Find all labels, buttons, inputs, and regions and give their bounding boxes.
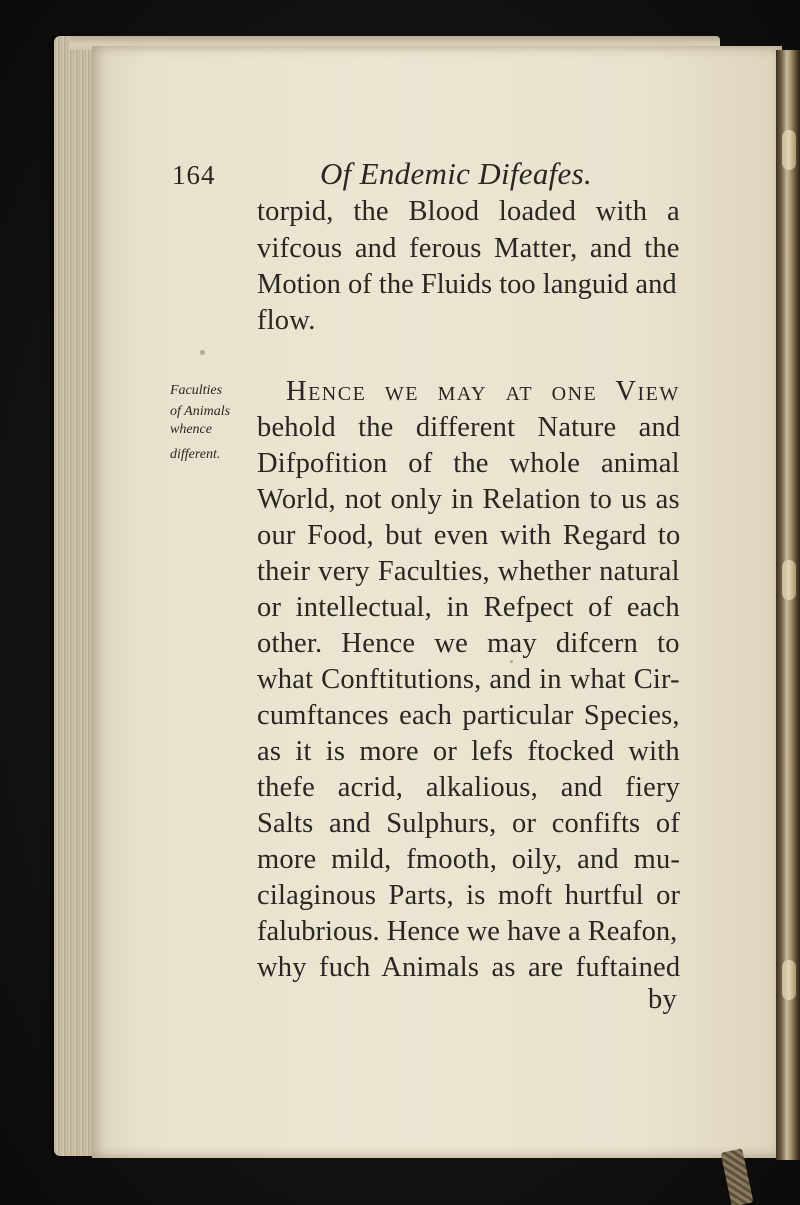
body-line-3: Motion of the Fluids too languid and <box>257 269 677 300</box>
binding-cord <box>782 960 796 1000</box>
body-line-11: or intellectual, in Refpect of each <box>257 592 680 623</box>
sidenote-line: whence <box>170 422 212 437</box>
sidenote-line: different. <box>170 447 221 462</box>
body-line-8: World, not only in Relation to us as <box>257 484 680 515</box>
catchword: by <box>648 984 677 1015</box>
body-line-2: vifcous and ferous Matter, and the <box>257 233 680 264</box>
body-line-13: what Conftitutions, and in what Cir- <box>257 664 680 695</box>
body-line-6: behold the different Nature and <box>257 412 681 443</box>
body-line-17: Salts and Sulphurs, or confifts of <box>257 808 681 839</box>
body-line-19: cilaginous Parts, is moft hurtful or <box>257 880 681 911</box>
body-line-10: their very Faculties, whether natural <box>257 556 680 587</box>
body-line-4: flow. <box>257 305 316 336</box>
body-line-1: torpid, the Blood loaded with a <box>257 196 680 227</box>
body-line-20: falubrious. Hence we have a Reafon, <box>257 916 678 947</box>
body-line-14: cumftances each particular Species, <box>257 700 680 731</box>
paper-speck <box>510 660 513 663</box>
body-line-9: our Food, but even with Regard to <box>257 520 681 551</box>
sidenote-line: Faculties <box>170 383 223 398</box>
binding-cord <box>782 130 796 170</box>
body-line-18: more mild, fmooth, oily, and mu- <box>257 844 681 875</box>
body-line-15: as it is more or lefs ftocked with <box>257 736 680 767</box>
binding-cord <box>782 560 796 600</box>
body-line-5: Hence we may at one View <box>286 376 680 407</box>
running-head: Of Endemic Difeafes. <box>320 156 593 191</box>
body-line-16: thefe acrid, alkalious, and fiery <box>257 772 681 803</box>
body-line-7: Difpofition of the whole animal <box>257 448 680 479</box>
paper-speck <box>200 350 205 355</box>
body-line-12: other. Hence we may difcern to <box>257 628 680 659</box>
body-line-21: why fuch Animals as are fuftained <box>257 952 681 983</box>
page-number: 164 <box>172 160 216 190</box>
sidenote-line: of Animals <box>170 404 231 419</box>
